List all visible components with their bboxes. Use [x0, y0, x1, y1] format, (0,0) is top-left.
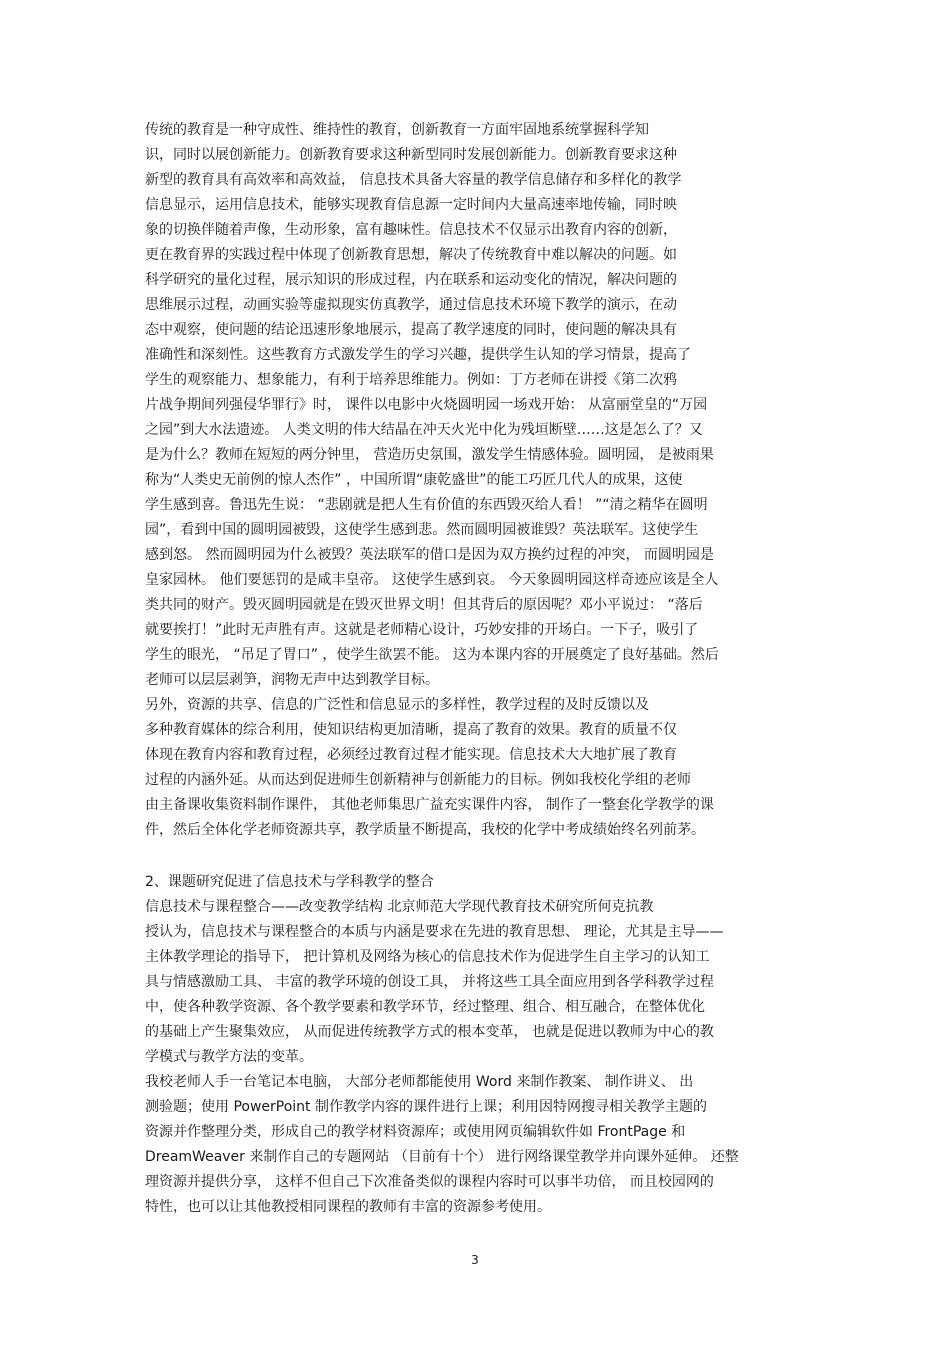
text-line: 学生感到喜。鲁迅先生说： “悲剧就是把人生有价值的东西毁灭给人看！ ”“清之精华在圆明 — [145, 497, 708, 513]
text-line: 态中观察，使问题的结论迅速形象地展示，提高了教学速度的同时，使问题的解决具有 — [145, 322, 677, 338]
text-line: 老师可以层层剥笋，润物无声中达到教学目标。 — [145, 672, 439, 688]
text-line: 特性，也可以让其他教授相同课程的教师有丰富的资源参考使用。 — [145, 1199, 551, 1215]
text-line: 我校老师人手一台笔记本电脑， 大部分老师都能使用 Word 来制作教案、 制作讲义、 出 — [145, 1074, 694, 1090]
text-line: 件，然后全体化学老师资源共享，教学质量不断提高，我校的化学中考成绩始终名列前茅。 — [145, 822, 705, 838]
text-line: 具与情感激励工具、 丰富的教学环境的创设工具， 并将这些工具全面应用到各学科教学过程 — [145, 974, 714, 990]
text-line: 园”，看到中国的圆明园被毁，这使学生感到悲。然而圆明园被谁毁？英法联军。这使学生 — [145, 522, 699, 538]
text-line: 中，使各种教学资源、各个教学要素和教学环节，经过整理、组合、相互融合，在整体优化 — [145, 999, 705, 1015]
text-line: 识，同时以展创新能力。创新教育要求这种新型同时发展创新能力。创新教育要求这种 — [145, 147, 677, 163]
text-line: 片战争期间列强侵华罪行》时， 课件以电影中火烧圆明园一场戏开始： 从富丽堂皇的“万园 — [145, 397, 708, 413]
text-line: 体现在教育内容和教育过程，必须经过教育过程才能实现。信息技术大大地扩展了教育 — [145, 747, 677, 763]
text-line: 是为什么？教师在短短的两分钟里， 营造历史氛围，激发学生情感体验。圆明园， 是被雨果 — [145, 447, 714, 463]
text-line: DreamWeaver 来制作自己的专题网站 （目前有十个） 进行网络课堂教学并向课外延伸。 还整 — [145, 1149, 739, 1165]
text-line: 多种教育媒体的综合利用，使知识结构更加清晰，提高了教育的效果。教育的质量不仅 — [145, 722, 677, 738]
text-line: 理资源并提供分享， 这样不但自己下次准备类似的课程内容时可以事半功倍， 而且校园网的 — [145, 1174, 714, 1190]
text-line: 称为“人类史无前例的惊人杰作” ，中国所谓“康乾盛世”的能工巧匠几代人的成果，这使 — [145, 472, 683, 488]
text-line: 象的切换伴随着声像，生动形象，富有趣味性。信息技术不仅显示出教育内容的创新， — [145, 222, 677, 238]
text-line: 信息显示，运用信息技术，能够实现教育信息源一定时间内大量高速率地传输，同时映 — [145, 197, 677, 213]
text-line: 学生的眼光， “吊足了胃口” ，使学生欲罢不能。 这为本课内容的开展奠定了良好基础。然后 — [145, 647, 719, 663]
text-line: 之园”到大水法遗迹。 人类文明的伟大结晶在冲天火光中化为残垣断壁……这是怎么了？又 — [145, 422, 703, 438]
text-line: 类共同的财产。毁灭圆明园就是在毁灭世界文明！但其背后的原因呢？邓小平说过： “落后 — [145, 597, 703, 613]
text-line: 新型的教育具有高效率和高效益， 信息技术具备大容量的教学信息储存和多样化的教学 — [145, 172, 682, 188]
text-line: 科学研究的量化过程，展示知识的形成过程，内在联系和运动变化的情况，解决问题的 — [145, 272, 677, 288]
text-line: 更在教育界的实践过程中体现了创新教育思想，解决了传统教育中难以解决的问题。如 — [145, 247, 677, 263]
text-line: 传统的教育是一种守成性、维持性的教育，创新教育一方面牢固地系统掌握科学知 — [145, 122, 649, 138]
text-line: 皇家园林。 他们要惩罚的是咸丰皇帝。 这使学生感到哀。 今天象圆明园这样奇迹应该是全人 — [145, 572, 719, 588]
text-line: 由主备课收集资料制作课件， 其他老师集思广益充实课件内容， 制作了一整套化学教学的课 — [145, 797, 714, 813]
text-line: 另外，资源的共享、信息的广泛性和信息显示的多样性，教学过程的及时反馈以及 — [145, 697, 649, 713]
text-line: 的基础上产生聚集效应， 从而促进传统教学方式的根本变革， 也就是促进以教师为中心的教 — [145, 1024, 714, 1040]
text-line: 思维展示过程，动画实验等虚拟现实仿真教学，通过信息技术环境下教学的演示，在动 — [145, 297, 677, 313]
text-line: 准确性和深刻性。这些教育方式激发学生的学习兴趣，提供学生认知的学习情景，提高了 — [145, 347, 691, 363]
text-line: 信息技术与课程整合——改变教学结构 北京师范大学现代教育技术研究所何克抗教 — [145, 899, 654, 915]
text-line: 感到怒。 然而圆明园为什么被毁？英法联军的借口是因为双方换约过程的冲突， 而圆明园是 — [145, 547, 714, 563]
text-line: 资源并作整理分类，形成自己的教学材料资源库；或使用网页编辑软件如 FrontPage 和 — [145, 1124, 686, 1140]
text-line: 授认为，信息技术与课程整合的本质与内涵是要求在先进的教育思想、 理论，尤其是主导—— — [145, 924, 724, 940]
text-line: 过程的内涵外延。从而达到促进师生创新精神与创新能力的目标。例如我校化学组的老师 — [145, 772, 691, 788]
text-line: 学生的观察能力、想象能力，有利于培养思维能力。例如：丁方老师在讲授《第二次鸦 — [145, 372, 677, 388]
text-line: 就要挨打！”此时无声胜有声。这就是老师精心设计，巧妙安排的开场白。一下子，吸引了 — [145, 622, 699, 638]
page-number: 3 — [471, 1253, 479, 1267]
text-line: 主体教学理论的指导下， 把计算机及网络为核心的信息技术作为促进学生自主学习的认知工 — [145, 949, 710, 965]
section-heading: 2、课题研究促进了信息技术与学科教学的整合 — [145, 874, 434, 890]
text-line: 测验题；使用 PowerPoint 制作教学内容的课件进行上课；利用因特网搜寻相关教学主题的 — [145, 1099, 707, 1115]
text-line: 学模式与教学方法的变革。 — [145, 1049, 313, 1065]
